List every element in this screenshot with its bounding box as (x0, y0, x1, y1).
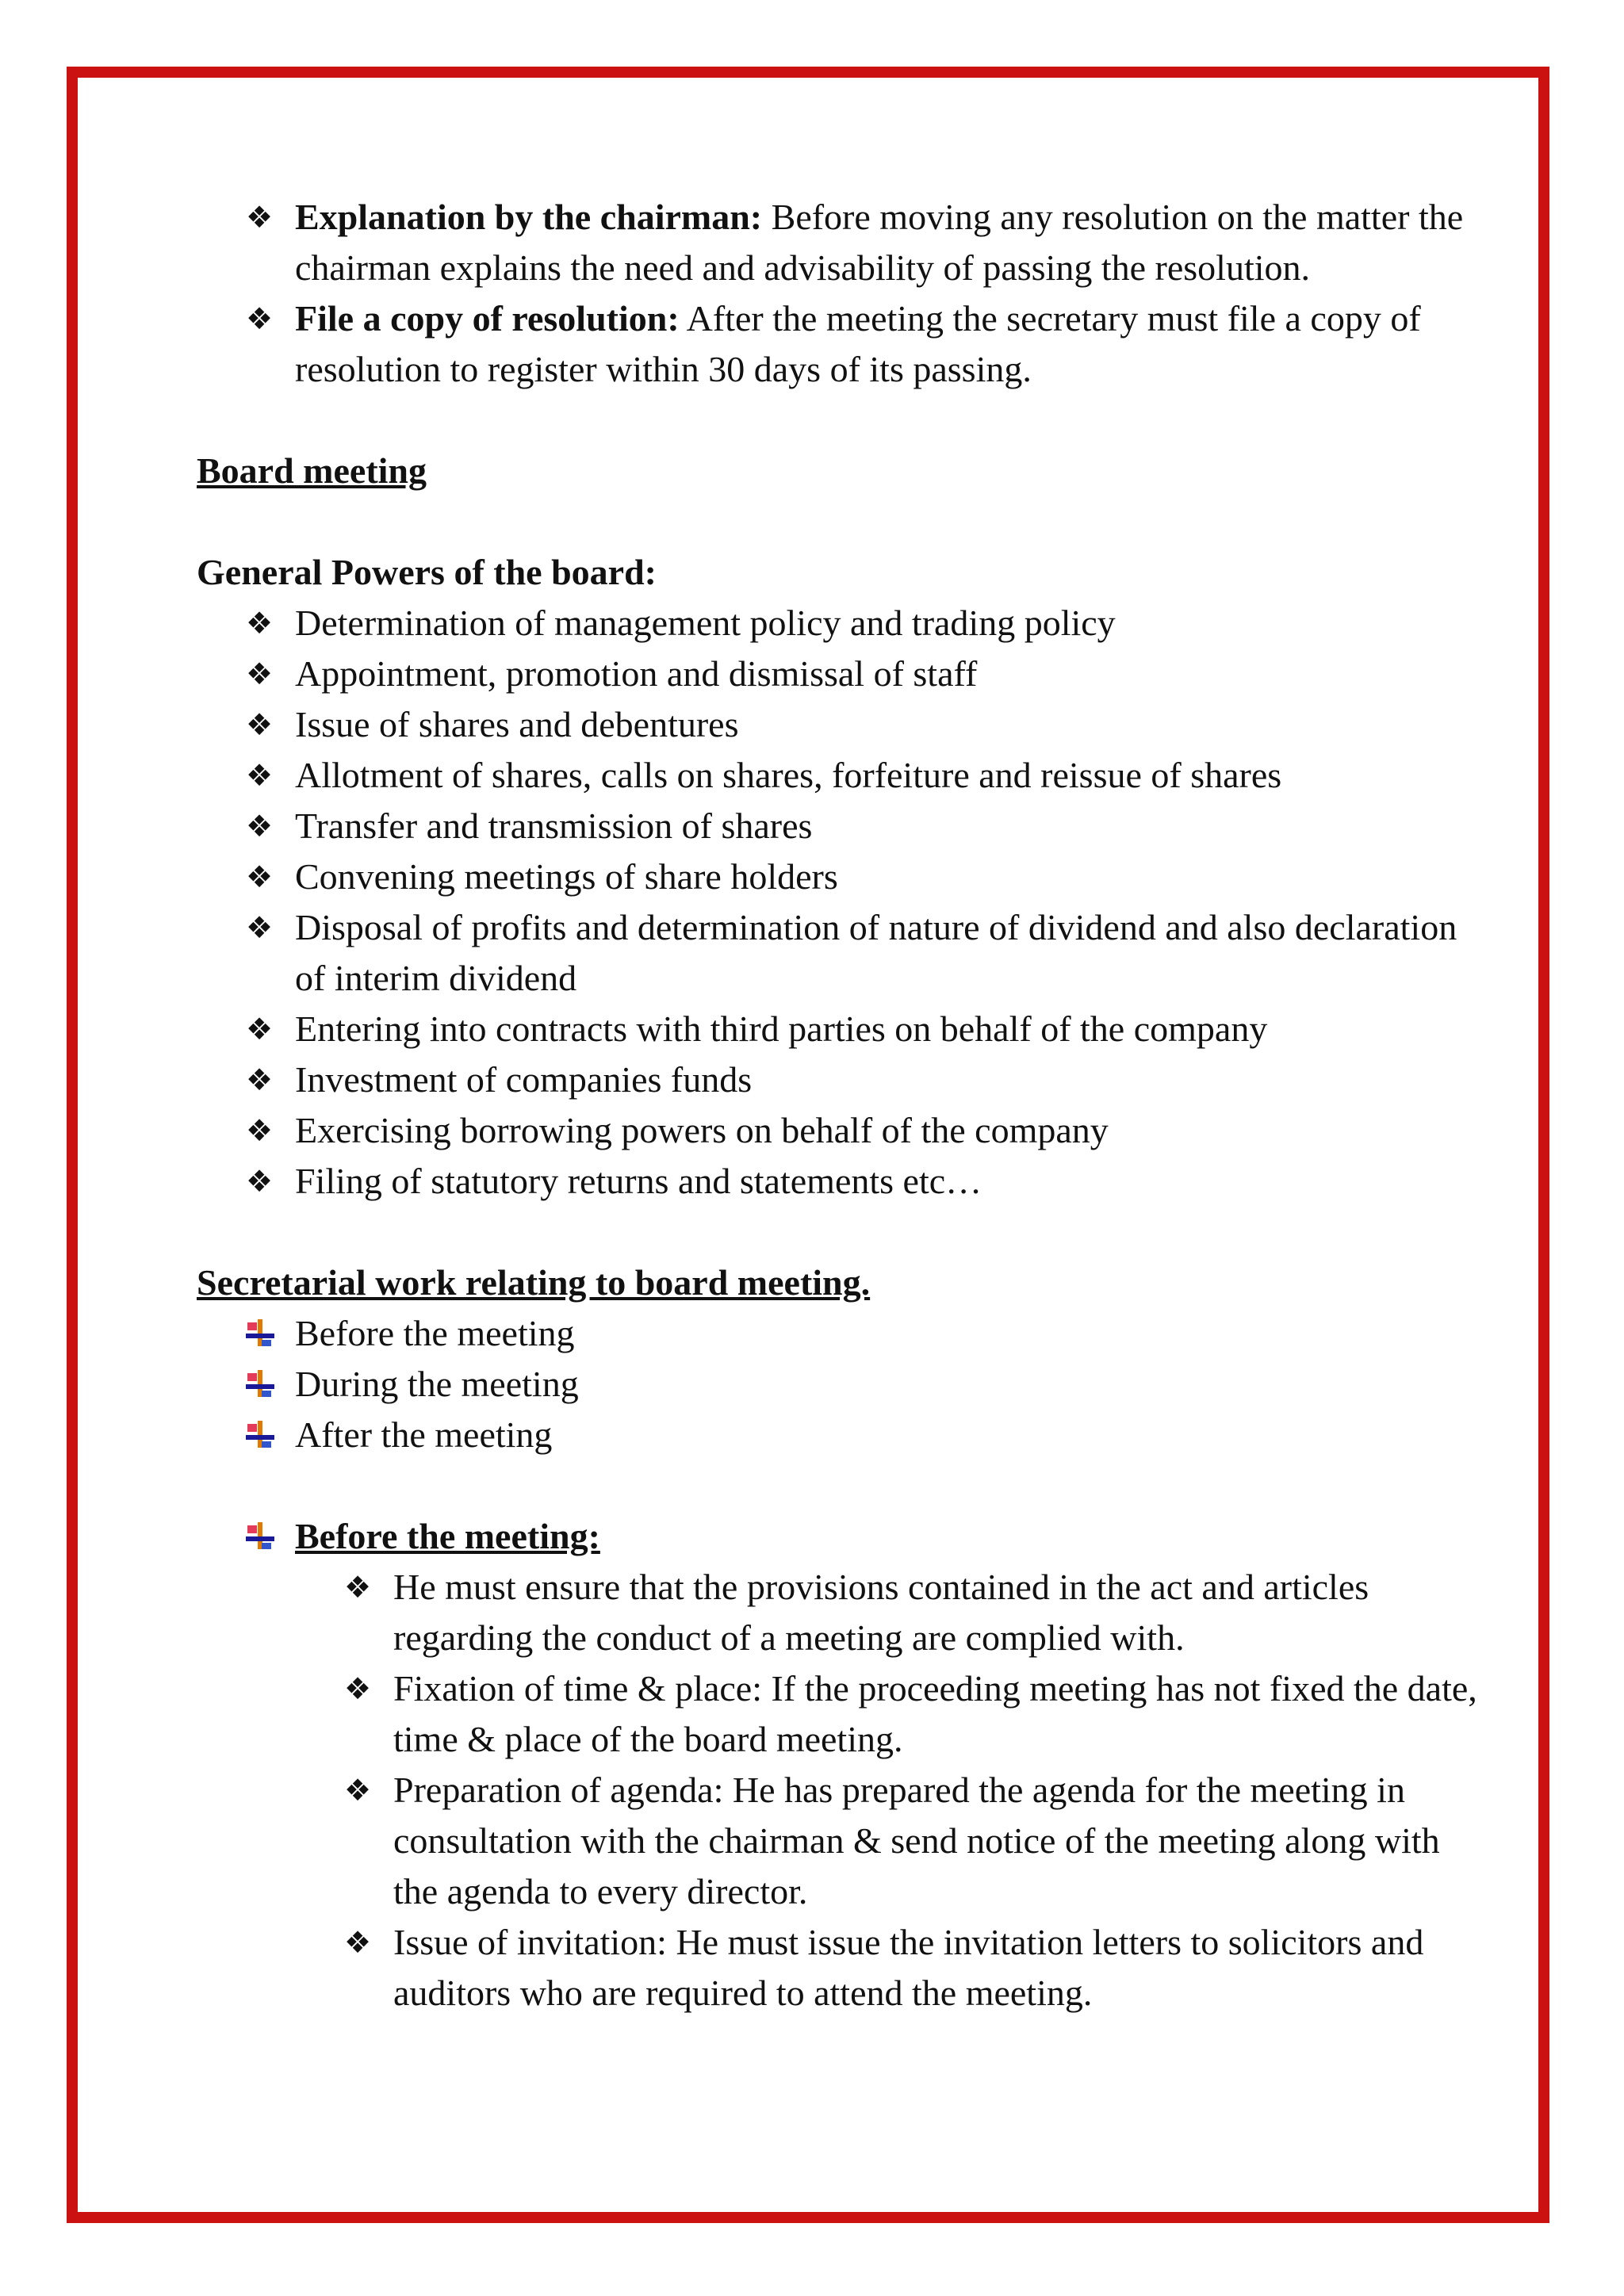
power-item (197, 1054, 1481, 1105)
intro-bullet-file-copy (197, 293, 1481, 395)
power-item (197, 1156, 1481, 1207)
diamond-bullet-icon: ❖ (344, 1925, 372, 1960)
bullet-text: After the meeting the secretary must file a copy of resolution to register within 30 days of its passing. (295, 298, 1421, 389)
diamond-bullet-icon: ❖ (246, 1164, 274, 1199)
power-item (197, 598, 1481, 649)
phase-text: After the meeting (295, 1414, 553, 1455)
secretarial-work-heading: Secretarial work relating to board meeting. (197, 1262, 871, 1303)
before-item (197, 1663, 1481, 1765)
diamond-bullet-icon: ❖ (246, 1113, 274, 1148)
bullet-bold-label: File a copy of resolution: (295, 298, 680, 339)
phase-text: During the meeting (295, 1364, 579, 1404)
power-text: Issue of shares and debentures (295, 704, 739, 744)
power-item (197, 649, 1481, 699)
diamond-bullet-icon: ❖ (246, 758, 274, 793)
power-text: Entering into contracts with third parties on behalf of the company (295, 1008, 1268, 1049)
phase-text: Before the meeting (295, 1313, 575, 1353)
power-text: Investment of companies funds (295, 1059, 753, 1100)
phase-item (197, 1308, 1481, 1359)
power-text: Allotment of shares, calls on shares, forfeiture and reissue of shares (295, 755, 1282, 795)
board-meeting-heading: Board meeting (197, 450, 427, 491)
power-text: Determination of management policy and trading policy (295, 603, 1116, 643)
diamond-bullet-icon: ❖ (246, 1012, 274, 1047)
power-text: Convening meetings of share holders (295, 856, 838, 897)
power-item (197, 750, 1481, 801)
power-item (197, 851, 1481, 902)
power-item (197, 902, 1481, 1004)
general-powers-heading: General Powers of the board: (197, 552, 657, 592)
before-item-text: Issue of invitation: He must issue the invitation letters to solicitors and auditors who are required to attend the meeting. (393, 1922, 1424, 2013)
power-text: Appointment, promotion and dismissal of staff (295, 653, 978, 694)
power-text: Disposal of profits and determination of nature of dividend and also declaration of interim dividend (295, 907, 1457, 998)
multicolor-arrow-icon (246, 1319, 274, 1348)
before-item (197, 1562, 1481, 1663)
diamond-bullet-icon: ❖ (246, 656, 274, 691)
phase-item (197, 1410, 1481, 1460)
diamond-bullet-icon: ❖ (246, 859, 274, 894)
diamond-bullet-icon: ❖ (246, 1062, 274, 1097)
multicolor-arrow-icon (246, 1522, 274, 1551)
before-item-text: Fixation of time & place: If the proceeding meeting has not fixed the date, time & place of the board meeting. (393, 1668, 1477, 1759)
before-meeting-heading: Before the meeting: (295, 1516, 600, 1556)
before-item (197, 1765, 1481, 1917)
power-item (197, 1004, 1481, 1054)
power-text: Filing of statutory returns and statements etc… (295, 1161, 982, 1201)
power-item (197, 1105, 1481, 1156)
intro-bullet-chairman (197, 192, 1481, 293)
diamond-bullet-icon: ❖ (344, 1570, 372, 1605)
diamond-bullet-icon: ❖ (344, 1773, 372, 1808)
diamond-bullet-icon: ❖ (246, 301, 274, 336)
multicolor-arrow-icon (246, 1370, 274, 1399)
phase-item (197, 1359, 1481, 1410)
diamond-bullet-icon: ❖ (344, 1671, 372, 1706)
before-item (197, 1917, 1481, 2019)
diamond-bullet-icon: ❖ (246, 707, 274, 742)
diamond-bullet-icon: ❖ (246, 910, 274, 945)
bullet-bold-label: Explanation by the chairman: (295, 197, 763, 237)
diamond-bullet-icon: ❖ (246, 200, 274, 235)
power-item (197, 801, 1481, 851)
multicolor-arrow-icon (246, 1421, 274, 1449)
diamond-bullet-icon: ❖ (246, 809, 274, 844)
bullet-text: Before moving any resolution on the matter the chairman explains the need and advisability of passing the resolution. (295, 197, 1464, 288)
power-item (197, 699, 1481, 750)
before-item-text: Preparation of agenda: He has prepared the agenda for the meeting in consultation with the chairman & send notice of the meeting along with the agenda to every director. (393, 1770, 1440, 1911)
power-text: Transfer and transmission of shares (295, 806, 813, 846)
document-body (197, 192, 1481, 2019)
before-item-text: He must ensure that the provisions contained in the act and articles regarding the conduct of a meeting are complied with. (393, 1567, 1369, 1658)
diamond-bullet-icon: ❖ (246, 606, 274, 641)
power-text: Exercising borrowing powers on behalf of the company (295, 1110, 1109, 1150)
before-meeting-heading-row (197, 1511, 1481, 1562)
